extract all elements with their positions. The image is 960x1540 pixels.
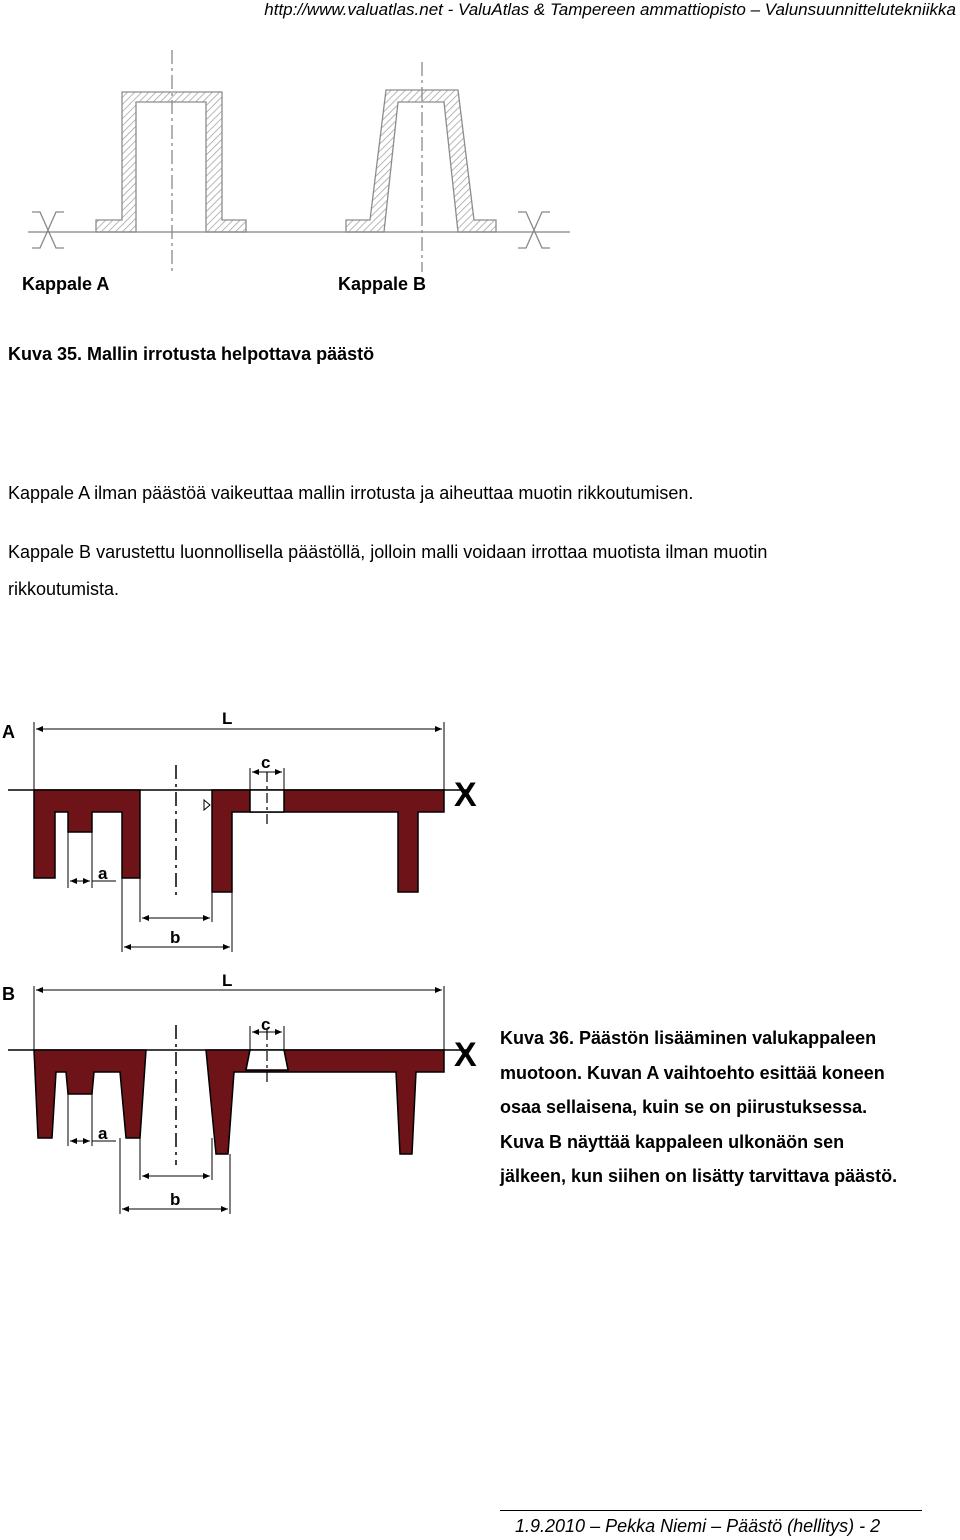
dim-label-a-b: a — [98, 1124, 108, 1143]
dim-label-c-a: c — [261, 753, 271, 772]
casting-a-profile — [34, 790, 140, 878]
figure-35-caption: Kuva 35. Mallin irrotusta helpottava päästö — [8, 344, 375, 364]
figure-36-caption-line: osaa sellaisena, kuin se on piirustuksessa. — [500, 1097, 868, 1117]
x-mark-b: X — [454, 1036, 477, 1074]
casting-b-profile-right — [206, 1050, 444, 1154]
paragraph-2-line-2: rikkoutumista. — [8, 579, 120, 599]
figure-36-caption-line: Kuva B näyttää kappaleen ulkonäön sen — [500, 1131, 845, 1152]
page-footer: 1.9.2010 – Pekka Niemi – Päästö (hellitys) - 2 — [515, 1516, 881, 1536]
figure-36-drawing — [0, 700, 490, 1230]
figure-36-caption — [500, 1021, 950, 1194]
dim-label-l-a: L — [222, 709, 233, 728]
dim-label-b-b: b — [170, 1190, 181, 1209]
break-mark-right — [518, 212, 550, 248]
figure-36-caption-line: jälkeen, kun siihen on lisätty tarvittava päästö. — [500, 1166, 898, 1186]
part-a-profile — [96, 92, 246, 232]
footer-rule — [500, 1510, 922, 1511]
panel-a-label: A — [2, 722, 15, 742]
part-b-profile — [346, 90, 496, 232]
paragraph-1: Kappale A ilman päästöä vaikeuttaa mallin irrotusta ja aiheuttaa muotin rikkoutumisen. — [8, 483, 694, 503]
paragraph-2-line-1: Kappale B varustettu luonnollisella päästöllä, jolloin malli voidaan irrottaa muotista ilman muotin — [8, 542, 768, 562]
panel-b-label: B — [2, 984, 15, 1004]
dim-label-l-b: L — [222, 971, 233, 990]
casting-a-profile-right — [212, 790, 444, 892]
figure-35-label-a: Kappale A — [22, 274, 110, 294]
x-mark-a: X — [454, 776, 477, 814]
dim-label-a-a: a — [98, 864, 108, 883]
figure-36-caption-line: muotoon. Kuvan A vaihtoehto esittää koneen — [500, 1062, 885, 1083]
break-mark-left — [32, 212, 64, 248]
figure-36-caption-line: Kuva 36. Päästön lisääminen valukappaleen — [500, 1028, 877, 1048]
figure-35-drawing — [0, 40, 600, 280]
dim-label-b-a: b — [170, 928, 181, 947]
page-header: http://www.valuatlas.net - ValuAtlas & Tampereen ammattiopisto – Valunsuunnittelutekniikka — [264, 0, 956, 19]
casting-b-profile — [34, 1050, 146, 1138]
figure-35-label-b: Kappale B — [338, 274, 427, 294]
dim-label-c-b: c — [261, 1015, 271, 1034]
